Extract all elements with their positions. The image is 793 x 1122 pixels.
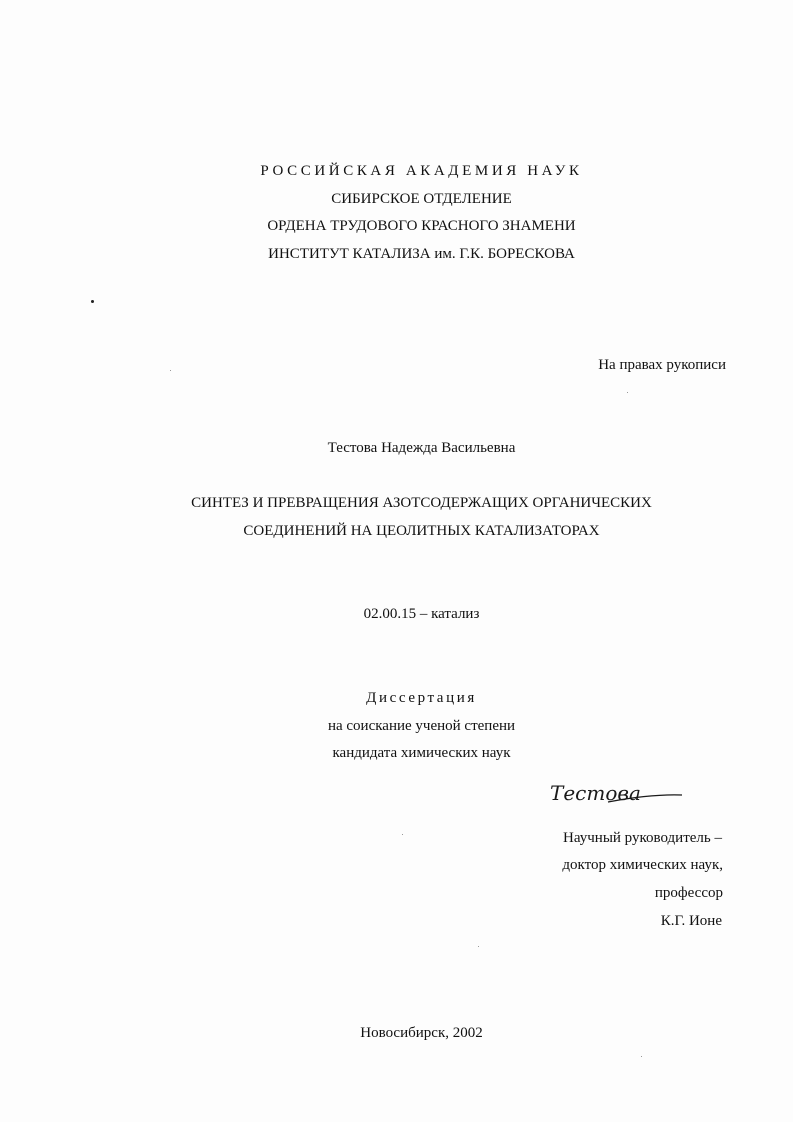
supervisor-title: Научный руководитель – <box>563 830 722 846</box>
thesis-title-line1: СИНТЕЗ И ПРЕВРАЩЕНИЯ АЗОТСОДЕРЖАЩИХ ОРГАНИЧЕСКИХ <box>191 495 652 511</box>
scan-speck <box>478 946 479 947</box>
order-name: ОРДЕНА ТРУДОВОГО КРАСНОГО ЗНАМЕНИ <box>267 218 576 234</box>
city-year: Новосибирск, 2002 <box>360 1025 483 1041</box>
author-name: Тестова Надежда Васильевна <box>327 440 516 456</box>
academy-name: РОССИЙСКАЯ АКАДЕМИЯ НАУК <box>260 163 583 179</box>
signature-text: Тестова <box>550 781 641 805</box>
branch-name: СИБИРСКОЕ ОТДЕЛЕНИЕ <box>331 191 512 207</box>
specialty-code: 02.00.15 – катализ <box>363 606 480 622</box>
scan-speck <box>627 392 628 393</box>
degree-field-line: кандидата химических наук <box>332 745 511 761</box>
institute-name: ИНСТИТУТ КАТАЛИЗА им. Г.К. БОРЕСКОВА <box>268 246 575 262</box>
supervisor-name: К.Г. Ионе <box>660 913 722 929</box>
supervisor-degree: доктор химических наук, <box>562 857 723 873</box>
thesis-title-line2: СОЕДИНЕНИЙ НА ЦЕОЛИТНЫХ КАТАЛИЗАТОРАХ <box>243 523 600 539</box>
supervisor-rank: профессор <box>654 885 723 901</box>
signature <box>548 776 688 816</box>
rights-note: На правах рукописи <box>598 357 726 373</box>
dissertation-label: Диссертация <box>366 690 477 706</box>
scan-dot <box>91 300 94 303</box>
scan-speck <box>641 1056 642 1057</box>
scan-speck <box>170 370 171 371</box>
degree-line: на соискание ученой степени <box>327 718 516 734</box>
scan-speck <box>402 834 403 835</box>
